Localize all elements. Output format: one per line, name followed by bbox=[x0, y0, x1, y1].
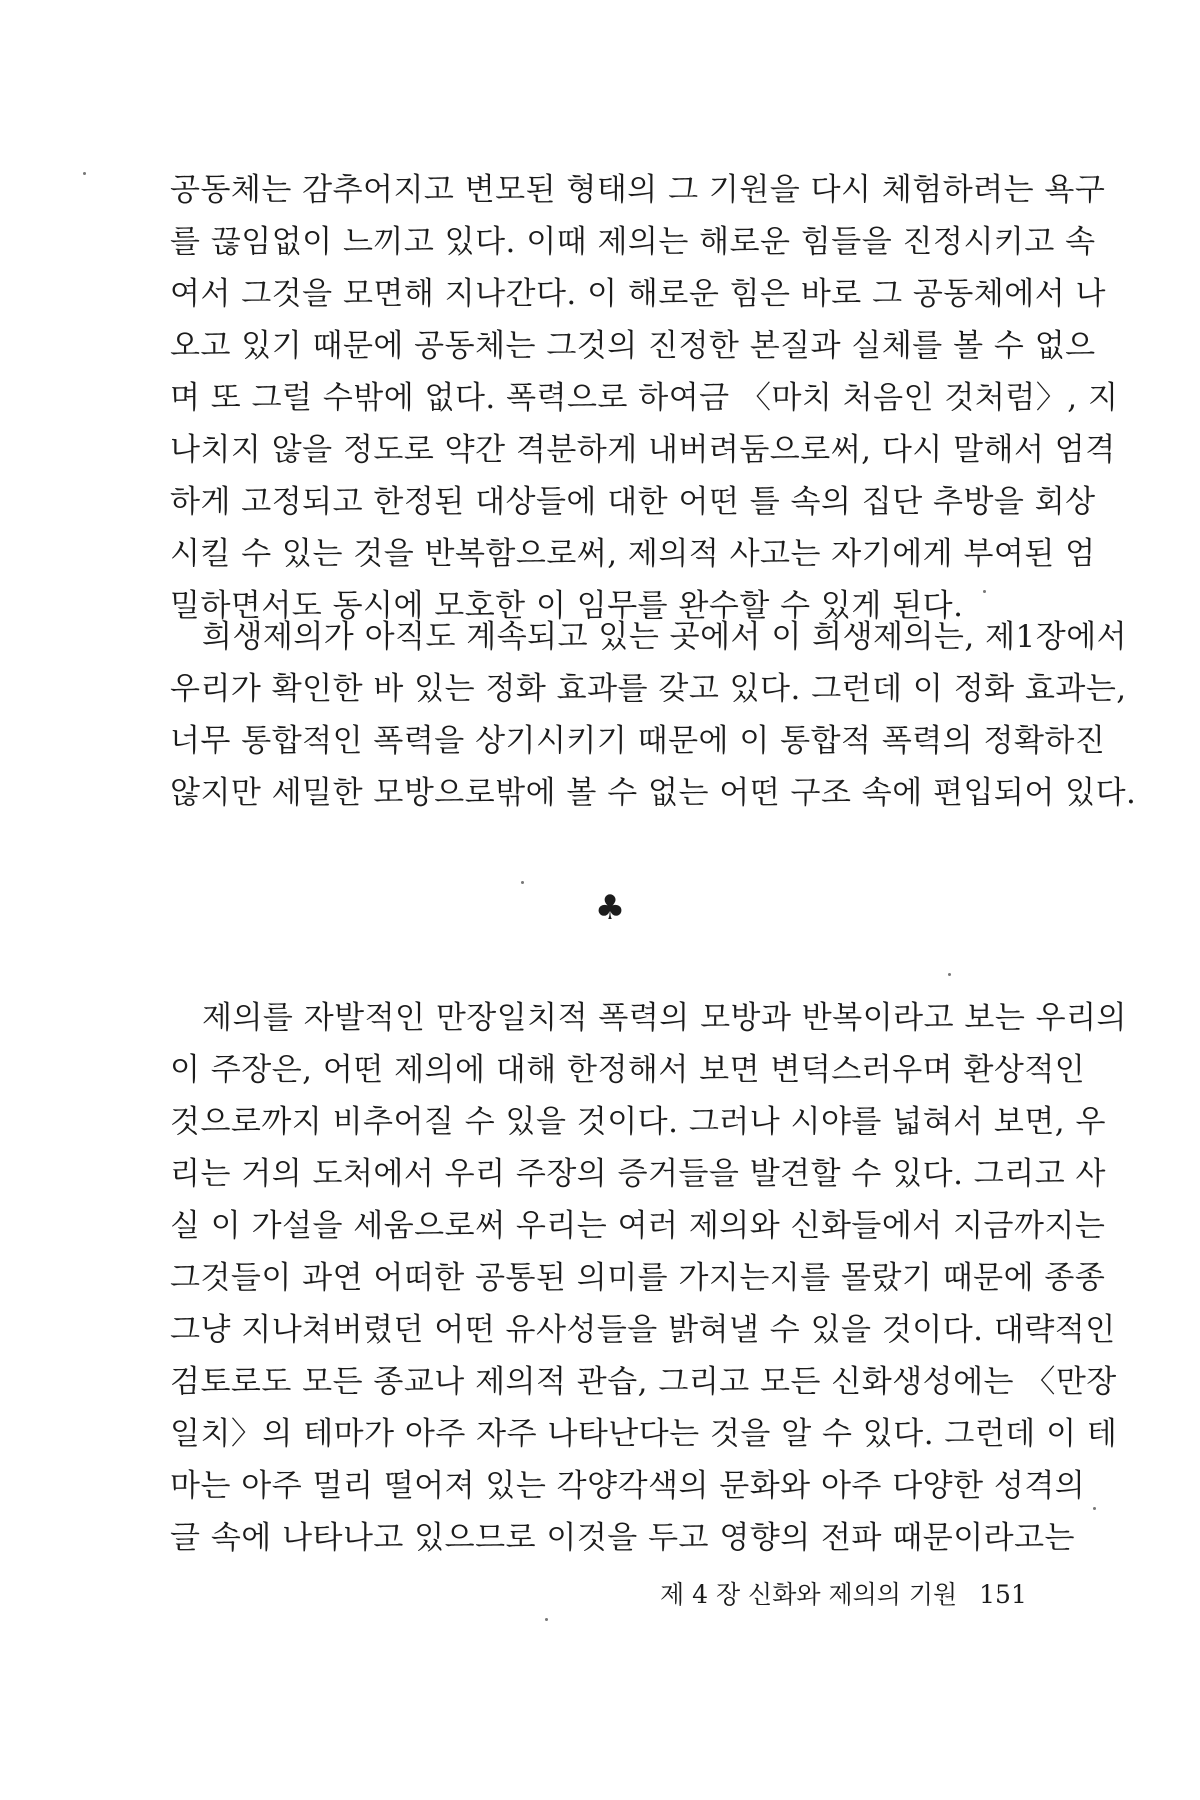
paragraph-1 bbox=[170, 164, 1119, 632]
text-line: 그냥 지나쳐버렸던 어떤 유사성들을 밝혀낼 수 있을 것이다. 대략적인 bbox=[170, 1312, 1116, 1348]
text-line: 우리가 확인한 바 있는 정화 효과를 갖고 있다. 그런데 이 정화 효과는, bbox=[170, 671, 1127, 707]
running-head: 제 4 장 신화와 제의의 기원 bbox=[660, 1580, 958, 1609]
text-line: 검토로도 모든 종교나 제의적 관습, 그리고 모든 신화생성에는 〈만장 bbox=[170, 1364, 1117, 1400]
page-footer bbox=[660, 1578, 1027, 1612]
page-number: 151 bbox=[979, 1580, 1027, 1609]
text-line: 글 속에 나타나고 있으므로 이것을 두고 영향의 전파 때문이라고는 bbox=[170, 1520, 1075, 1556]
scan-speck bbox=[983, 590, 986, 593]
text-line: 공동체는 감추어지고 변모된 형태의 그 기원을 다시 체험하려는 욕구 bbox=[170, 172, 1106, 208]
text-line: 밀하면서도 동시에 모호한 이 임무를 완수할 수 있게 된다. bbox=[170, 588, 964, 624]
text-line: 제의를 자발적인 만장일치적 폭력의 모방과 반복이라고 보는 우리의 bbox=[202, 1000, 1127, 1036]
text-line: 리는 거의 도처에서 우리 주장의 증거들을 발견할 수 있다. 그리고 사 bbox=[170, 1156, 1106, 1192]
scan-speck bbox=[1093, 1507, 1096, 1510]
scan-speck bbox=[521, 881, 524, 884]
text-line: 희생제의가 아직도 계속되고 있는 곳에서 이 희생제의는, 제1장에서 bbox=[202, 619, 1128, 655]
text-line: 않지만 세밀한 모방으로밖에 볼 수 없는 어떤 구조 속에 편입되어 있다. bbox=[170, 775, 1137, 811]
text-line: 너무 통합적인 폭력을 상기시키기 때문에 이 통합적 폭력의 정확하진 bbox=[170, 723, 1106, 759]
club-suit-icon: ♣ bbox=[594, 888, 626, 928]
scan-speck bbox=[545, 1618, 548, 1621]
text-line: 이 주장은, 어떤 제의에 대해 한정해서 보면 변덕스러우며 환상적인 bbox=[170, 1052, 1086, 1088]
text-line: 그것들이 과연 어떠한 공통된 의미를 가지는지를 몰랐기 때문에 종종 bbox=[170, 1260, 1106, 1296]
text-line: 를 끊임없이 느끼고 있다. 이때 제의는 해로운 힘들을 진정시키고 속 bbox=[170, 224, 1096, 260]
text-line: 마는 아주 멀리 떨어져 있는 각양각색의 문화와 아주 다양한 성격의 bbox=[170, 1468, 1086, 1504]
text-line: 여서 그것을 모면해 지나간다. 이 해로운 힘은 바로 그 공동체에서 나 bbox=[170, 276, 1106, 312]
text-line: 며 또 그럴 수밖에 없다. 폭력으로 하여금 〈마치 처음인 것처럼〉, 지 bbox=[170, 380, 1119, 416]
paragraph-2 bbox=[170, 611, 1137, 819]
text-line: 나치지 않을 정도로 약간 격분하게 내버려둠으로써, 다시 말해서 엄격 bbox=[170, 432, 1116, 468]
text-line: 것으로까지 비추어질 수 있을 것이다. 그러나 시야를 넓혀서 보면, 우 bbox=[170, 1104, 1106, 1140]
text-line: 일치〉의 테마가 아주 자주 나타난다는 것을 알 수 있다. 그런데 이 테 bbox=[170, 1416, 1118, 1452]
text-line: 시킬 수 있는 것을 반복함으로써, 제의적 사고는 자기에게 부여된 엄 bbox=[170, 536, 1096, 572]
text-line: 하게 고정되고 한정된 대상들에 대한 어떤 틀 속의 집단 추방을 회상 bbox=[170, 484, 1096, 520]
scan-speck bbox=[948, 973, 951, 976]
text-line: 실 이 가설을 세움으로써 우리는 여러 제의와 신화들에서 지금까지는 bbox=[170, 1208, 1106, 1244]
text-line: 오고 있기 때문에 공동체는 그것의 진정한 본질과 실체를 볼 수 없으 bbox=[170, 328, 1096, 364]
paragraph-3 bbox=[170, 992, 1127, 1564]
scan-speck bbox=[83, 172, 86, 175]
